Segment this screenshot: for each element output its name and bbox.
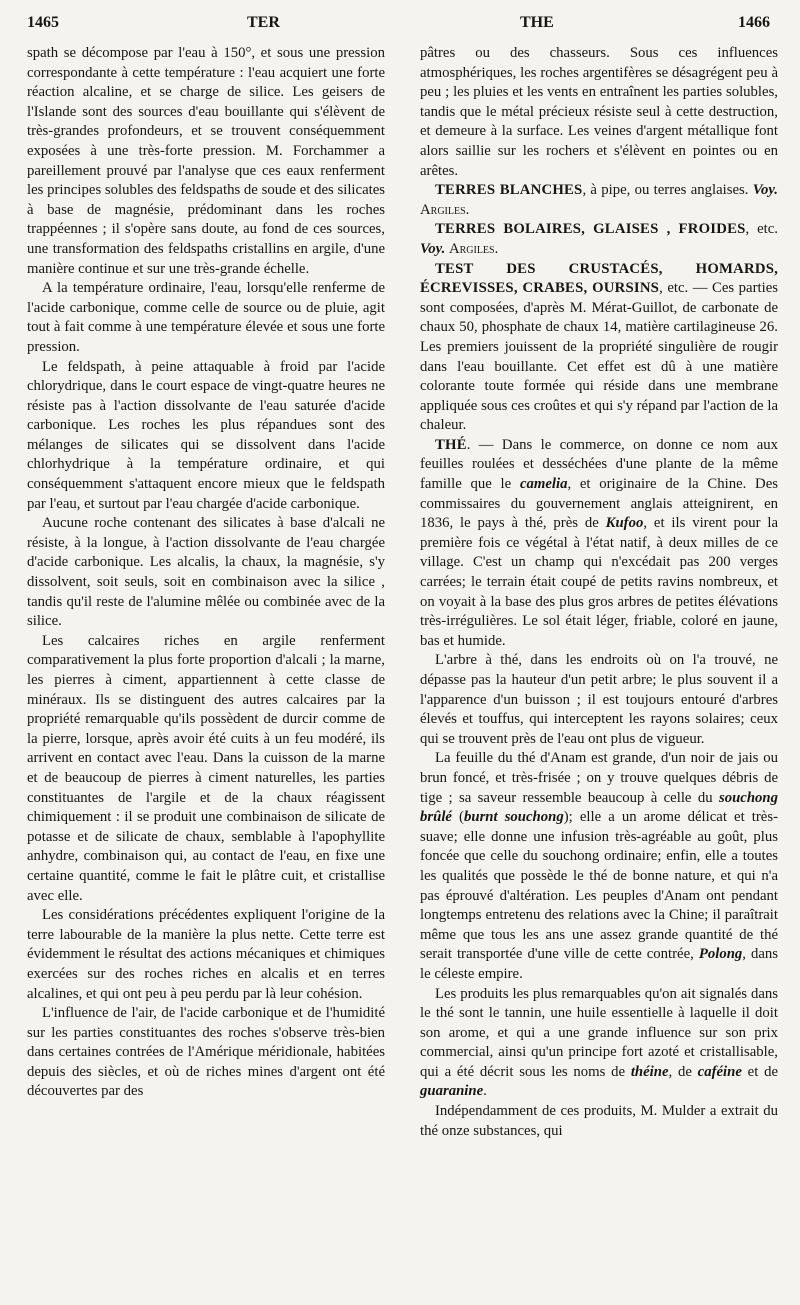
entry-terres-bolaires: TERRES BOLAIRES, GLAISES , FROIDES, etc. Voy. Argiles. xyxy=(420,221,778,257)
paragraph: L'arbre à thé, dans les endroits où on l'a trouvé, ne dépasse pas la hauteur d'un petit arbre; le plus souvent il a l'apparence d'un buisson ; il est toujours entouré d'arbres élevés et touffus, qui interceptent les rayons solaires; ceux qui se trouvent près de l'eau ont plus de vigueur. xyxy=(420,652,778,747)
italic-term: burnt souchong xyxy=(463,809,564,826)
paragraph: Les calcaires riches en argile renferment comparativement la plus forte proportion d'alcali ; la marne, les pierres à ciment, appartiennent à cette classe de minéraux. Ils se distinguent des autres calcaires par la propriété remarquable qu'ils possèdent de durcir comme de la pierre, lorsque, après avoir été cuits à un feu modéré, ils arrivent en contact avec l'eau. Dans la cuisson de la marne et de beaucoup de pierres à ciment naturelles, les parties constituantes de l'argile et de la chaux réagissent chimiquement : il se produit une combinaison de silicate de potasse et de silicate de chaux, semblable à l'apophyllite anhydre, combinaison qui, au contact de l'eau, en fixe une certaine quantité, comme le fait le plâtre cuit, et cristallise avec elle. xyxy=(27,632,385,904)
paragraph: La feuille du thé d'Anam est grande, d'un noir de jais ou brun foncé, et très-frisée ; on y trouve quelques débris de tige ; sa saveur ressemble beaucoup à celle du souchong brûlé (burnt souchong); elle a un arome délicat et très-suave; elle donne une infusion très-agréable au goût, plus foncée que celle du souchong ordinaire; enfin, elle a toutes les qualités que possède le thé de bonne nature, et qui n'a pas éprouvé d'altération. Les peuples d'Anam ont pendant longtemps entretenu des relations avec la Chine; il paraîtrait même que tous les ans une assez grande quantité de thé serait transportée d'une ville de cette contrée, Polong, dans le céleste empire. xyxy=(420,750,779,982)
running-header xyxy=(0,14,800,40)
entry-test-des-crustaces xyxy=(420,260,778,436)
italic-term: théine xyxy=(630,1063,669,1080)
cross-reference: Argiles xyxy=(448,240,495,257)
paragraph: Les considérations précédentes expliquent l'origine de la terre labourable de la manière la plus nette. Cette terre est évidemment le résultat des actions mécaniques et chimiques exercées sur des roches riches en alcalis et en terres alcalines, et qui ont peu à peu perdu par là leur cohésion. xyxy=(27,907,385,1002)
italic-term: camelia xyxy=(519,476,568,493)
right-column xyxy=(420,44,778,1141)
paragraph: spath se décompose par l'eau à 150°, et sous une pression correspondante à cette température : l'eau acquiert une forte réaction alcaline, et se charge de silice. Les geisers de l'Islande sont des sources d'eau bouillante qui s'élèvent de très-grandes profondeurs, et se trouvent conséquemment exposées à une très-forte pression. M. Forchammer a pareillement prouvé par l'analyse que ces eaux renferment les principes solubles des feldspaths de soude et des silicates à base de magnésie, prédominant dans les roches trappéennes ; il s'opère sans doute, au fond de ces sources, une transformation des feldspaths cristallins en argile, d'une manière continue et sur une très-grande échelle. xyxy=(27,45,385,277)
entry-text: , à pipe, ou terres anglaises. xyxy=(582,182,753,199)
see-also-label: Voy. xyxy=(752,182,778,199)
running-title-right: THE xyxy=(520,14,554,31)
paragraph: pâtres ou des chasseurs. Sous ces influences atmosphériques, les roches argentifères se désagrégent peu à peu ; les pluies et les vents en entraînent les parties solubles, tandis que le métal précieux résiste seul à cette destruction, et demeure à la surface. Les veines d'argent métallique font alors saillie sur les rochers et s'élèvent en pointes ou en arêtes. xyxy=(420,45,778,179)
page-number-right: 1466 xyxy=(738,14,770,31)
page-number-left: 1465 xyxy=(27,14,59,31)
italic-term: Polong xyxy=(698,946,743,963)
see-also-label: Voy. xyxy=(420,240,446,257)
entry-headword: TERRES BOLAIRES, GLAISES , FROIDES xyxy=(435,221,746,238)
paragraph: Le feldspath, à peine attaquable à froid par l'acide chlorydrique, dans le court espace de vingt-quatre heures ne résiste pas à l'action dissolvante de l'eau saturée d'acide carbonique. Les roches les plus répandues sont des mélanges de silicates qui se dissolvent dans l'acide chlorhydrique à la température ordinaire, et qui conséquemment s'attaquent encore mieux que le feldspath par l'eau, et surtout par l'eau chargée d'acide carbonique. xyxy=(27,358,385,512)
italic-term: guaranine xyxy=(420,1083,484,1100)
running-title-left: TER xyxy=(247,14,280,31)
paragraph: L'influence de l'air, de l'acide carbonique et de l'humidité sur les parties constituantes des roches s'observe très-bien dans certaines contrées de l'Amérique méridionale, habitées depuis des siècles, et où de riches mines d'argent ont été découvertes par des xyxy=(27,1005,385,1100)
paragraph: Aucune roche contenant des silicates à base d'alcali ne résiste, à la longue, à l'action dissolvante de l'eau chargée d'acide carbonique. Les alcalis, la chaux, la magnésie, s'y dissolvent, soit seuls, soit en combinaison avec la silice , tandis qu'il reste de l'alumine mêlée ou combinée avec de la silice. xyxy=(27,515,385,630)
italic-term: souchong brûlé xyxy=(420,789,778,826)
entry-text: , etc. xyxy=(745,221,778,238)
paragraph: Les produits les plus remarquables qu'on ait signalés dans le thé sont le tannin, une huile essentielle à laquelle il doit son arome, et qui a une grande influence sur son prix commercial, ainsi qu'un principe fort azoté et cristallisable, qui a été décrit sous les noms de théine, de caféine et de guaranine. xyxy=(420,985,779,1100)
entry-headword: THÉ xyxy=(435,436,467,453)
italic-term: caféine xyxy=(697,1063,742,1080)
entry-text: , etc. — Ces parties sont composées, d'après M. Mérat-Guillot, de carbonate de chaux 50, phosphate de chaux 14, matière cartilagineuse 26. Les premiers jouissent de la propriété singulière de rougir dans l'eau bouillante. Cet effet est dû à une matière colorante toute formée qui réside dans une membrane appliquée sous ces croûtes et qui s'y répand par l'action de la chaleur. xyxy=(420,280,778,434)
left-column xyxy=(27,44,385,1102)
paragraph: Indépendamment de ces produits, M. Mulder a extrait du thé onze substances, qui xyxy=(420,1103,778,1139)
italic-term: Kufoo xyxy=(605,515,644,532)
entry-headword: TERRES BLANCHES xyxy=(435,182,583,199)
cross-reference: Argiles xyxy=(420,201,466,218)
entry-terres-blanches: TERRES BLANCHES, à pipe, ou terres anglaises. Voy. Argiles. xyxy=(420,182,778,218)
entry-the: THÉ. — Dans le commerce, on donne ce nom aux feuilles roulées et desséchées d'une plante de la même famille que le camelia, et originaire de la Chine. Des commissaires du gouvernement anglais atteignirent, en 1836, le pays à thé, près de Kufoo, et ils virent pour la première fois ce végétal à l'état natif, à deux milles de ce village. C'est un champ qui n'excédait pas 200 verges carrées; le terrain était coupé de petits ravins nombreux, et on voyait à la base des plus gros arbres de petites élévations très-irrégulières. Le sol était léger, friable, coloré en jaune, bas et humide. xyxy=(420,436,779,649)
entry-headword: TEST DES CRUSTACÉS, HOMARDS, ÉCREVISSES, CRABES, OURSINS xyxy=(420,260,778,297)
paragraph: A la température ordinaire, l'eau, lorsqu'elle renferme de l'acide carbonique, comme celle de source ou de pluie, agit tout à fait comme à une température élevée et sous une forte pression. xyxy=(27,280,385,355)
